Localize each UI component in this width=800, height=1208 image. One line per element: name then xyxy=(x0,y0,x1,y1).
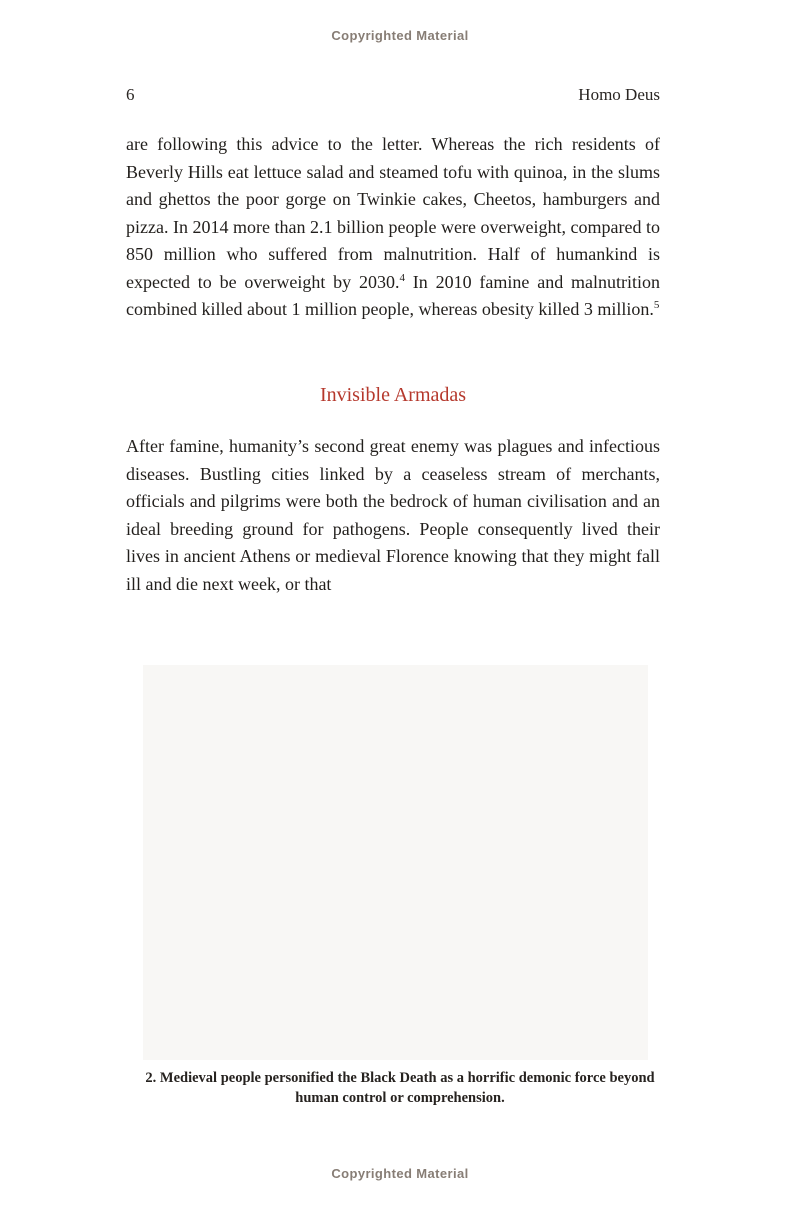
running-title: Homo Deus xyxy=(578,85,660,104)
copyright-notice-top: Copyrighted Material xyxy=(331,28,469,43)
footnote-ref-5: 5 xyxy=(653,299,660,311)
paragraph-plagues: After famine, humanity’s second great enemy was plagues and infectious diseases. Bustling cities linked by a ceaseless stream of merchants, officials and pilgrims were both the bedrock of human civilisation and an ideal breeding ground for pathogens. People consequently lived their lives in ancient Athens or medieval Florence knowing that they might fall ill and die next week, or that xyxy=(126,436,660,594)
figure-caption: 2. Medieval people personified the Black Death as a horrific demonic force beyond human control or comprehension. xyxy=(145,1070,655,1106)
copyright-notice-bottom: Copyrighted Material xyxy=(331,1166,469,1181)
paragraph-famine-text-a: are following this advice to the letter. Whereas the rich residents of Beverly Hills eat lettuce salad and steamed tofu with quinoa, in the slums and ghettos the poor gorge on Twinkie cakes, Cheetos, hamburgers and pizza. In 2014 more than 2.1 billion people were overweight, compared to 850 million who suffered from malnutrition. Half of humankind is expected to be overweight by 2030. xyxy=(126,134,660,292)
running-header xyxy=(126,85,660,105)
section-heading-invisible-armadas: Invisible Armadas xyxy=(319,384,467,406)
footnote-ref-4: 4 xyxy=(399,271,405,284)
figure-black-death-image xyxy=(143,665,648,1060)
paragraph-famine-text-b: In 2010 famine and malnutrition combined killed about 1 million people, whereas obesity killed 3 million. xyxy=(126,271,660,319)
paragraph-famine xyxy=(126,131,660,324)
page-number: 6 xyxy=(126,85,135,104)
